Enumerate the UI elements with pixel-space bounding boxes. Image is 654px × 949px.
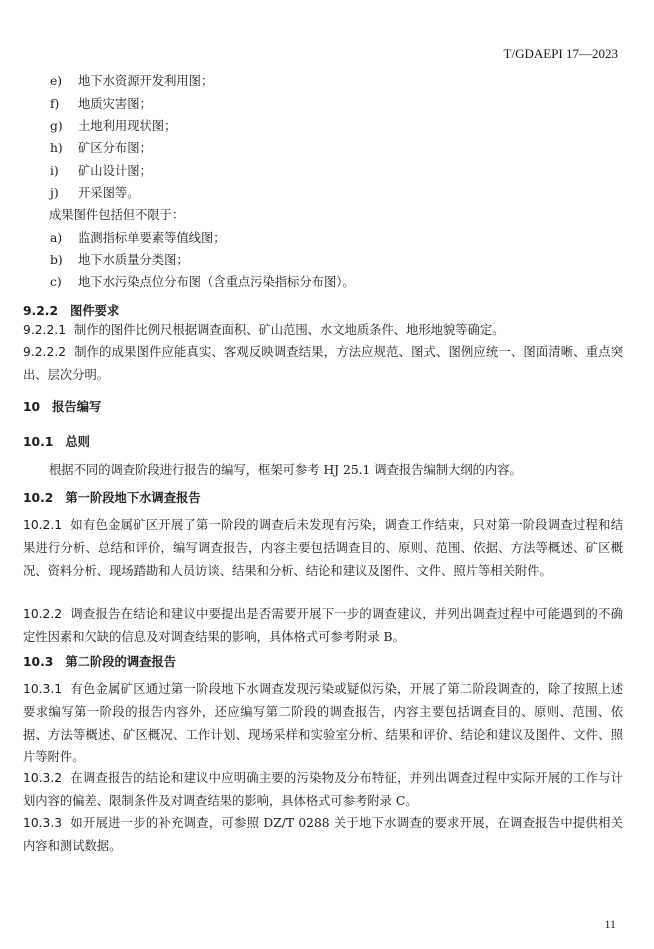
section-number: 10.1: [23, 435, 54, 449]
list-text: 土地利用现状图；: [78, 119, 177, 133]
list-label: a): [50, 231, 63, 245]
section-title: 第二阶段的调查报告: [65, 655, 177, 669]
clause-text: 制作的成果图件应能真实、客观反映调查结果，方法应规范、图式、图例应统一、图面清晰、重点突出、层次分明。: [23, 345, 623, 382]
list-text: 开采图等。: [78, 186, 140, 200]
list-label: c): [50, 275, 62, 289]
list-label: f): [50, 97, 60, 111]
list-item: [50, 185, 140, 201]
clause-number: 10.2.2: [23, 607, 63, 621]
section-number: 10: [23, 400, 41, 414]
list-item: [50, 118, 176, 134]
list-text: 地下水质量分类图；: [78, 253, 189, 267]
list-label: i): [50, 164, 59, 178]
section-heading: [23, 399, 101, 415]
list-label: g): [50, 119, 63, 133]
clause-number: 10.2.1: [23, 518, 63, 532]
list-label: j): [50, 186, 59, 200]
clause-text: 在调查报告的结论和建议中应明确主要的污染物及分布特征，并列出调查过程中实际开展的工作与计划内容的偏差、限制条件及对调查结果的影响，具体格式可参考附录 C。: [23, 771, 623, 808]
section-number: 9.2.2: [23, 304, 59, 318]
clause-number: 10.3.1: [23, 682, 63, 696]
clause-text: 如开展进一步的补充调查，可参照 DZ/T 0288 关于地下水调查的要求开展，在调查报告中提供相关内容和测试数据。: [23, 816, 623, 853]
section-number: 10.2: [23, 491, 54, 505]
section-heading: [23, 490, 201, 506]
section-title: 总则: [65, 435, 90, 449]
clause-paragraph: [23, 514, 623, 582]
section-title: 报告编写: [52, 400, 102, 414]
section-heading: [23, 654, 176, 670]
clause-number: 9.2.2.1: [23, 323, 67, 337]
list-intro: 成果图件包括但不限于：: [49, 208, 185, 222]
list-text: 监测指标单要素等值线图；: [78, 231, 226, 245]
list-item: [50, 163, 152, 179]
section-number: 10.3: [23, 655, 54, 669]
list-text: 地下水污染点位分布图（含重点污染指标分布图）。: [78, 275, 355, 289]
list-text: 地质灾害图；: [78, 97, 152, 111]
list-item: [50, 73, 213, 89]
clause-paragraph: [23, 678, 623, 769]
list-item: [50, 230, 226, 246]
page-number: 11: [604, 917, 616, 931]
clause-text: 调查报告在结论和建议中要提出是否需要开展下一步的调查建议，并列出调查过程中可能遇到的不确定性因素和欠缺的信息及对调查结果的影响，具体格式可参考附录 B。: [23, 607, 623, 644]
list-text: 矿山设计图；: [78, 164, 152, 178]
document-id: T/GDAEPI 17—2023: [503, 46, 618, 61]
clause-number: 9.2.2.2: [23, 345, 67, 359]
list-item: [50, 96, 152, 112]
clause-text: 制作的图件比例尺根据调查面积、矿山范围、水文地质条件、地形地貌等确定。: [74, 323, 505, 337]
section-title: 图件要求: [70, 304, 120, 318]
clause-paragraph: [23, 767, 623, 813]
clause-number: 10.3.3: [23, 816, 63, 830]
section-title: 第一阶段地下水调查报告: [65, 491, 201, 505]
clause-paragraph: [23, 603, 623, 649]
list-item: [50, 252, 189, 268]
list-label: b): [50, 253, 63, 267]
list-item: [50, 274, 355, 290]
list-label: e): [50, 74, 63, 88]
paragraph: 根据不同的调查阶段进行报告的编写，框架可参考 HJ 25.1 调查报告编制大纲的内容。: [49, 463, 522, 477]
clause-number: 10.3.2: [23, 771, 63, 785]
list-text: 矿区分布图；: [78, 141, 152, 155]
clause-paragraph: [23, 319, 623, 342]
clause-text: 如有色金属矿区开展了第一阶段的调查后未发现有污染，调查工作结束，只对第一阶段调查过程和结果进行分析、总结和评价，编写调查报告，内容主要包括调查目的、原则、范围、依据、方法等概述、矿区概况、资料分析、现场踏勘和人员访谈、结果和分析、结论和建议及图件、文件、照片等相关附件。: [23, 518, 623, 578]
list-item: [50, 140, 152, 156]
clause-paragraph: [23, 341, 623, 387]
list-text: 地下水资源开发利用图；: [78, 74, 214, 88]
clause-paragraph: [23, 812, 623, 858]
list-label: h): [50, 141, 63, 155]
section-heading: [23, 303, 119, 319]
section-heading: [23, 434, 90, 450]
clause-text: 有色金属矿区通过第一阶段地下水调查发现污染或疑似污染，开展了第二阶段调查的，除了按照上述要求编写第一阶段的报告内容外，还应编写第二阶段的调查报告，内容主要包括调查目的、原则、范围、依据、方法等概述、矿区概况、工作计划、现场采样和实验室分析、结果和评价、结论和建议及图件、文件、照片等附件。: [23, 682, 623, 765]
